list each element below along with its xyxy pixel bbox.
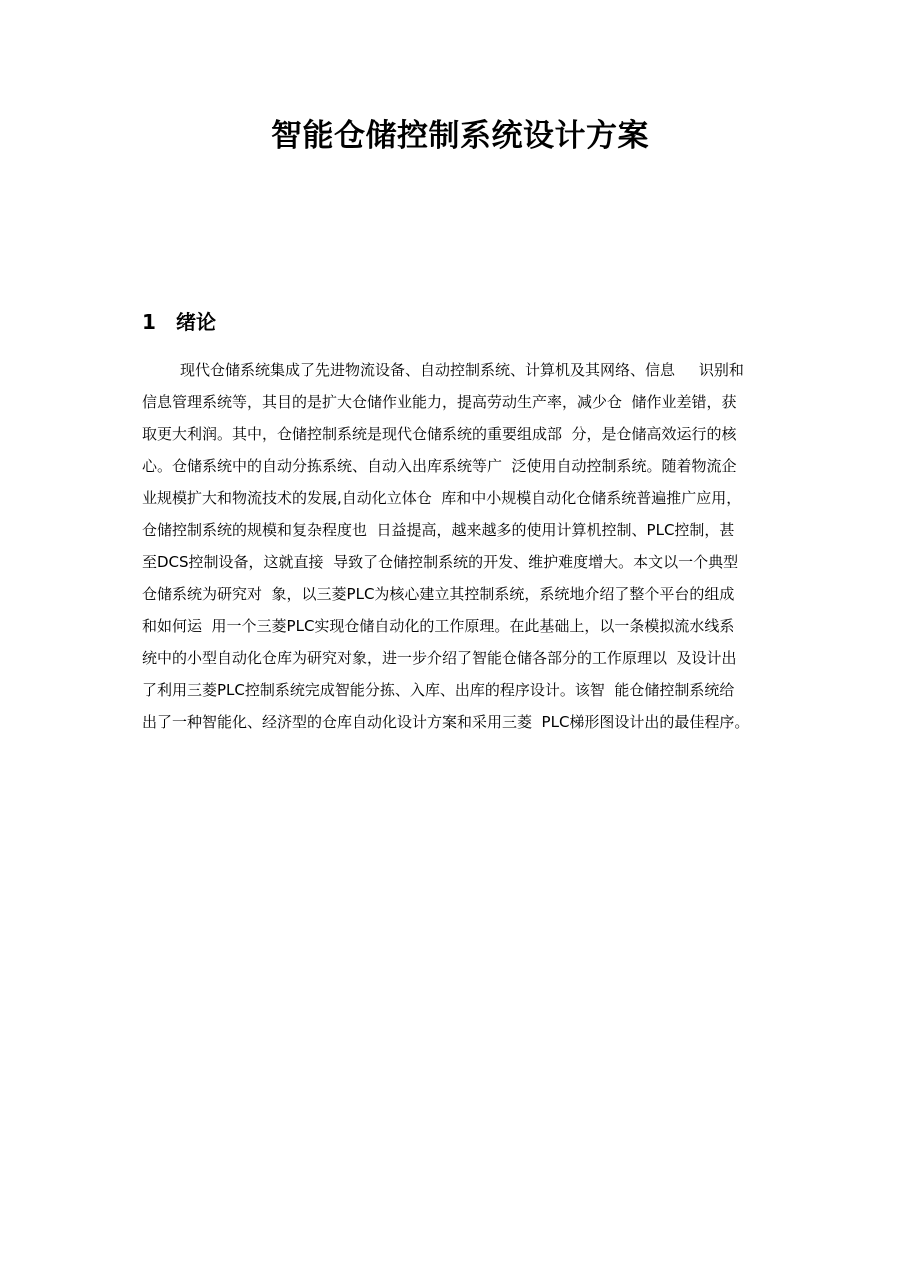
paragraph-line: 统中的小型自动化仓库为研究对象，进一步介绍了智能仓储各部分的工作原理以 及设计出 (142, 649, 737, 667)
paragraph-line: 和如何运 用一个三菱PLC实现仓储自动化的工作原理。在此基础上，以一条模拟流水线系 (142, 617, 735, 635)
section-number: 1 (142, 310, 156, 334)
paragraph-line: 信息管理系统等，其目的是扩大仓储作业能力，提高劳动生产率，减少仓 储作业差错，获 (142, 393, 737, 411)
paragraph-line: 至DCS控制设备，这就直接 导致了仓储控制系统的开发、维护难度增大。本文以一个典型 (142, 553, 739, 571)
section-heading (142, 306, 216, 338)
paragraph-line: 了利用三菱PLC控制系统完成智能分拣、入库、出库的程序设计。该智 能仓储控制系统给 (142, 681, 735, 699)
paragraph-line: 业规模扩大和物流技术的发展,自动化立体仓 库和中小规模自动化仓储系统普遍推广应用， (142, 489, 742, 507)
paragraph-line: 仓储控制系统的规模和复杂程度也 日益提高，越来越多的使用计算机控制、PLC控制，甚 (142, 521, 735, 539)
body-paragraph (142, 354, 802, 738)
paragraph-line: 心。仓储系统中的自动分拣系统、自动入出库系统等广 泛使用自动控制系统。随着物流企 (142, 457, 737, 475)
section-title: 绪论 (176, 310, 216, 334)
paragraph-line: 仓储系统为研究对 象，以三菱PLC为核心建立其控制系统，系统地介绍了整个平台的组成 (142, 585, 735, 603)
document-title: 智能仓储控制系统设计方案 (271, 118, 649, 154)
paragraph-line: 现代仓储系统集成了先进物流设备、自动控制系统、计算机及其网络、信息 识别和 (180, 361, 744, 379)
paragraph-line: 取更大利润。其中，仓储控制系统是现代仓储系统的重要组成部 分，是仓储高效运行的核 (142, 425, 737, 443)
paragraph-line: 出了一种智能化、经济型的仓库自动化设计方案和采用三菱 PLC梯形图设计出的最佳程序。 (142, 713, 750, 731)
